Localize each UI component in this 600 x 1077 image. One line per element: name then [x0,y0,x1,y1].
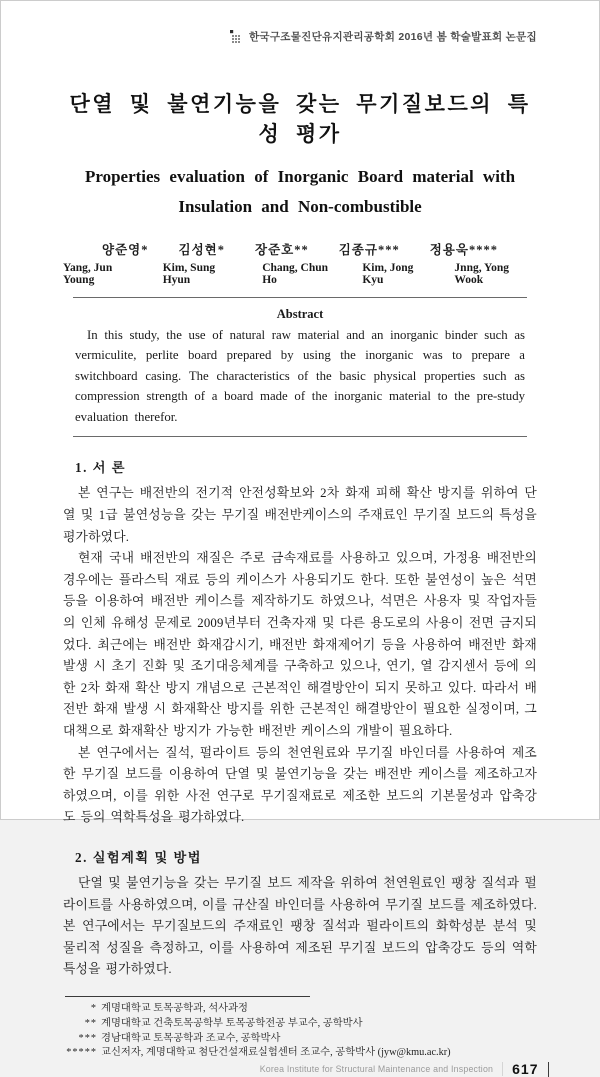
authors-korean-row [63,240,537,258]
proceedings-title: 한국구조물진단유지관리공학회 2016년 봄 학술발표회 논문집 [248,31,537,43]
footnote-marker: ***** [66,1047,97,1059]
section-heading-introduction: 1. 서 론 [75,460,126,476]
author-name-english: Yang, Jun Young [63,261,113,286]
footnote-marker: *** [78,1032,97,1044]
author-name-english: Kim, Jong Kyu [362,261,414,286]
paper-title-english-line2: Insulation and Non-combustible [178,196,422,216]
abstract-body: In this study, the use of natural raw material and an inorganic binder such as vermiculite, perlite board prepared by using the inorganic was to prepare a switchboard casing. The characteristics of the basic physical properties such as compression strength of a board made of the inorganic material to the pre-study evaluation therefor. [75,327,525,424]
paragraph: 현재 국내 배전반의 재질은 주로 금속재료를 사용하고 있으며, 가정용 배전반의 경우에는 플라스틱 재료 등의 케이스가 사용되기도 한다. 또한 불연성이 높은 석면 등을 이용하여 배전반 케이스를 제작하기도 하였으나, 석면은 사용자 및 작업자들의 인체 유해성 문제로 2009년부터 건축자재 및 다른 용도로의 사용이 전면 금지되었다. 최근에는 배전반 화재감시기, 배전반 화재제어기 등을 사용하여 배전반 화재 발생 시 초기 진화 및 조기대응체계를 구축하고 있으나, 연기, 열 감지센서 등에 의한 2차 화재 확산 방지 개념으로 근본적인 해결방안이 되지 못하고 있다. 따라서 배전반 화재 발생 시 화재확산 방지를 위한 근본적인 해결방안이 필요한 실정이며, 그 대책으로 화재확산 방지가 가능한 배전반 케이스의 개발이 필요하다. [63,551,537,738]
footnote-marker: ** [84,1017,97,1029]
authors-english-row [63,262,537,286]
author-name-korean: 장준호** [255,242,309,257]
author-name-korean: 정용욱**** [429,242,498,257]
page-footer [63,1061,549,1077]
author-name-korean: 김성현* [178,242,225,257]
footnotes [63,1002,537,1061]
footer-separator-light [502,1062,503,1076]
footer-separator-dark [548,1062,550,1077]
footnote-line [63,1017,537,1032]
paper-title-korean: 단열 및 불연기능을 갖는 무기질보드의 특성 평가 [69,92,531,146]
paper-title-english [63,162,537,222]
footnote-line [63,1032,537,1047]
footnote-line [63,1046,537,1061]
abstract-heading: Abstract [276,306,324,321]
author-name-english: Kim, Sung Hyun [162,261,216,286]
footnote-rule [65,996,310,997]
paragraph: 본 연구에서는 질석, 펄라이트 등의 천연원료와 무기질 바인더를 사용하여 제조한 무기질 보드를 이용하여 단열 및 불연기능을 갖는 배전반 케이스를 제조하고자 하였으며, 이를 위한 사전 연구로 무기질재료로 제조한 보드의 기본물성과 압축강도 등의 역학특성을 평가하였다. [63,745,537,825]
abstract-bottom-rule [73,436,527,437]
author-name-english: Chang, Chun Ho [262,261,329,286]
paper-title-english-line1: Properties evaluation of Inorganic Board material with [84,167,516,186]
proceedings-header [63,29,537,44]
section-introduction-body [63,483,537,829]
section-heading-experiment-plan: 2. 실험계획 및 방법 [75,849,202,865]
footnote-text: 교신저자, 계명대학교 첨단건설재료실험센터 조교수, 공학박사 (jyw@kmu.ac.kr) [101,1047,451,1059]
author-name-korean: 김종규*** [338,242,400,257]
paragraph: 단열 및 불연기능을 갖는 무기질 보드 제작을 위하여 천연원료인 팽창 질석과 펄라이트를 사용하였으며, 이를 규산질 바인더를 사용하여 무기질 보드를 제조하였다. 본 연구에서는 무기질보드의 주재료인 팽창 질석과 펄라이트의 화학성분 분석 및 물리적 성질을 측정하고, 이를 사용하여 제조된 무기질 보드의 압축강도 등의 역학특성을 평가하였다. [63,875,537,977]
author-name-english: Jnng, Yong Wook [454,261,509,286]
page-number: 617 [512,1061,539,1077]
section-experiment-plan-body [63,873,537,981]
footnote-text: 경남대학교 토목공학과 조교수, 공학박사 [101,1032,281,1044]
footnote-line [63,1002,537,1017]
abstract-top-rule [73,297,527,298]
society-logo-icon [230,30,243,43]
footnote-text: 계명대학교 건축토목공학부 토목공학전공 부교수, 공학박사 [101,1017,363,1029]
institute-name: Korea Institute for Structural Maintenance and Inspection [259,1064,494,1075]
footnote-text: 계명대학교 토목공학과, 석사과정 [101,1002,248,1014]
author-name-korean: 양준영* [102,242,149,257]
paragraph: 본 연구는 배전반의 전기적 안전성확보와 2차 화재 피해 확산 방지를 위하여 단열 및 1급 불연성능을 갖는 무기질 배전반케이스의 주재료인 무기질 보드의 특성을 평가하였다. [63,486,537,544]
footnote-marker: * [90,1002,97,1014]
